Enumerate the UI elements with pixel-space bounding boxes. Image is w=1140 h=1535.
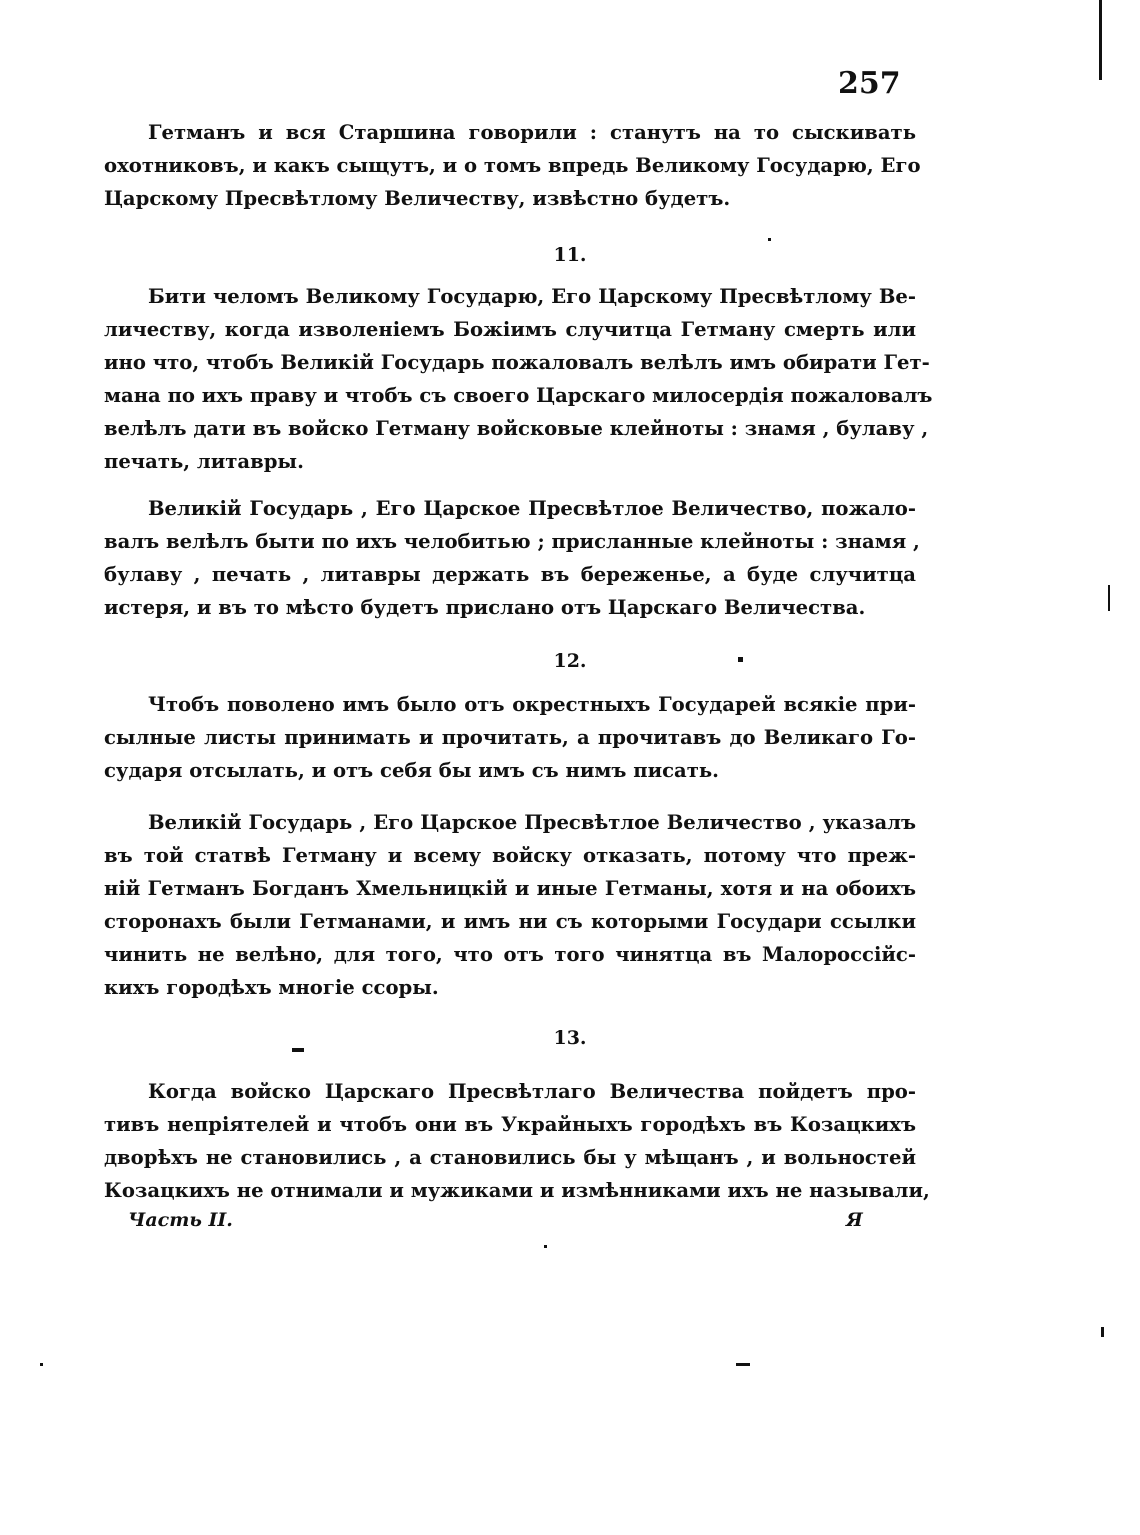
text-line: сылные листы принимать и прочитать, а прочитавъ до Великаго Го-	[104, 726, 916, 749]
paragraph-6	[104, 1075, 930, 1207]
text-line: ино что, чтобъ Великій Государь пожаловалъ велѣлъ имъ обирати Гет-	[104, 351, 930, 374]
text-line: Бити челомъ Великому Государю, Его Царскому Пресвѣтлому Ве-	[148, 285, 916, 308]
text-line: сударя отсылать, и отъ себя бы имъ съ нимъ писать.	[104, 759, 720, 782]
paragraph-1	[104, 116, 921, 215]
paragraph-2	[104, 280, 933, 478]
scan-speck	[738, 657, 743, 662]
text-line: охотниковъ, и какъ сыщутъ, и о томъ впредь Великому Государю, Его	[104, 154, 921, 177]
text-line: Великій Государь , Его Царское Пресвѣтлое Величество, пожало-	[148, 497, 916, 520]
scan-speck	[1101, 1327, 1104, 1337]
text-line: Когда войско Царскаго Пресвѣтлаго Величества пойдетъ про-	[148, 1080, 916, 1103]
text-line: булаву , печать , литавры держать въ береженье, а буде случитца	[104, 563, 916, 586]
section-number-13: 13.	[553, 1027, 587, 1049]
text-line: Великій Государь , Его Царское Пресвѣтлое Величество , указалъ	[148, 811, 916, 834]
text-line: валъ велѣлъ быти по ихъ челобитью ; присланные клейноты : знамя ,	[104, 530, 920, 553]
scan-speck	[292, 1048, 304, 1052]
scan-speck	[40, 1363, 43, 1366]
text-line: велѣлъ дати въ войско Гетману войсковые клейноты : знамя , булаву ,	[104, 417, 929, 440]
paragraph-3	[104, 492, 920, 624]
text-line: Царскому Пресвѣтлому Величеству, извѣстно будетъ.	[104, 187, 731, 210]
scan-edge-line	[1108, 585, 1110, 611]
scan-speck	[544, 1245, 547, 1248]
text-line: дворѣхъ не становились , а становились бы у мѣщанъ , и вольностей	[104, 1146, 916, 1169]
scan-edge-line	[1099, 0, 1102, 80]
text-line: тивъ непріятелей и чтобъ они въ Украйныхъ городѣхъ въ Козацкихъ	[104, 1113, 916, 1136]
text-line: Козацкихъ не отнимали и мужиками и измѣнниками ихъ не называли,	[104, 1179, 930, 1202]
footer-signature-right: Я	[846, 1209, 863, 1231]
text-line: мана по ихъ праву и чтобъ съ своего Царскаго милосердія пожаловалъ	[104, 384, 933, 407]
text-line: Чтобъ поволено имъ было отъ окрестныхъ Государей всякіе при-	[148, 693, 916, 716]
text-line: кихъ городѣхъ многіе ссоры.	[104, 976, 439, 999]
text-line: печать, литавры.	[104, 450, 304, 473]
text-line: истеря, и въ то мѣсто будетъ прислано отъ Царскаго Величества.	[104, 596, 866, 619]
section-number-12: 12.	[553, 650, 587, 672]
text-line: въ той статвѣ Гетману и всему войску отказать, потому что преж-	[104, 844, 916, 867]
scan-speck	[768, 238, 771, 241]
page-number: 257	[838, 66, 901, 101]
section-number-11: 11.	[553, 244, 587, 266]
text-line: Гетманъ и вся Старшина говорили : станутъ на то сыскивать	[148, 121, 916, 144]
text-line: чинить не велѣно, для того, что отъ того чинятца въ Малороссійс-	[104, 943, 916, 966]
scan-speck	[736, 1363, 750, 1366]
paragraph-4	[104, 688, 916, 787]
paragraph-5	[104, 806, 916, 1004]
text-line: личеству, когда изволеніемъ Божіимъ случитца Гетману смерть или	[104, 318, 916, 341]
text-line: ній Гетманъ Богданъ Хмельницкій и иные Гетманы, хотя и на обоихъ	[104, 877, 916, 900]
footer-signature-left: Часть II.	[128, 1209, 233, 1231]
text-line: сторонахъ были Гетманами, и имъ ни съ которыми Государи ссылки	[104, 910, 916, 933]
